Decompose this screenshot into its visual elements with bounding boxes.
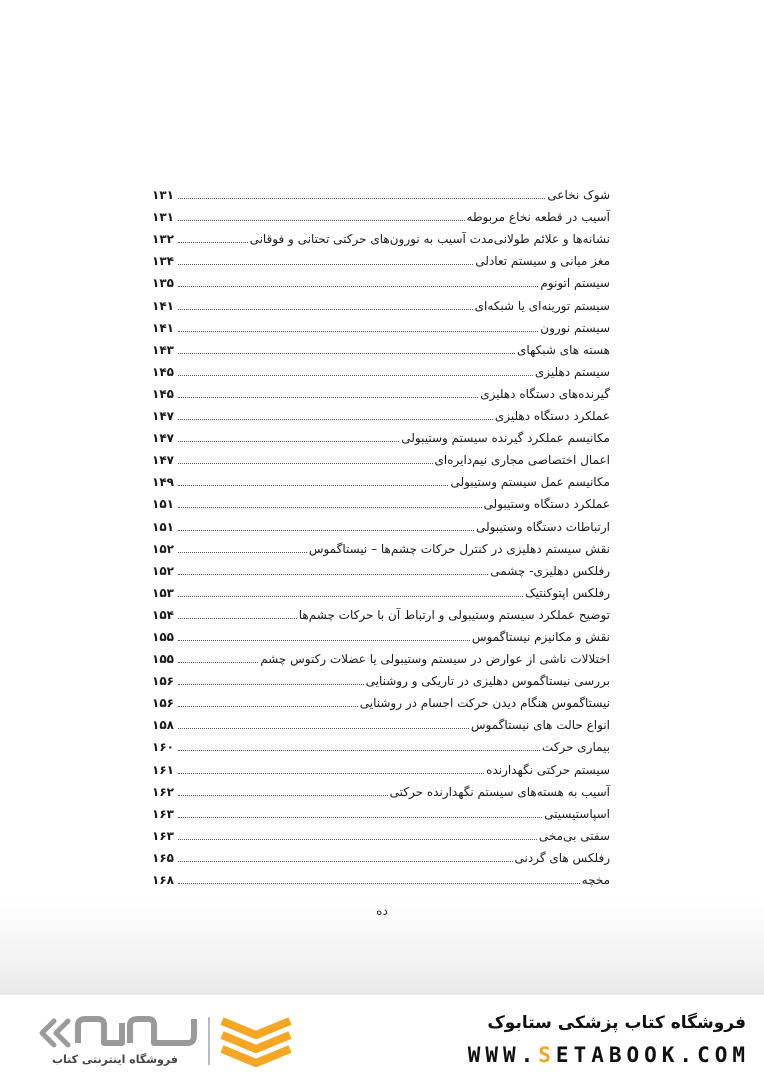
toc-entry-page: ۱۵۸	[152, 718, 174, 733]
toc-entry-title: عملکرد دستگاه وستیبولی	[483, 497, 610, 512]
table-of-contents	[152, 180, 610, 887]
toc-entry	[152, 688, 610, 710]
toc-entry	[152, 313, 610, 335]
toc-leader-dots	[178, 530, 474, 531]
toc-entry-page: ۱۵۶	[152, 696, 174, 711]
toc-leader-dots	[178, 596, 523, 597]
toc-entry-page: ۱۵۵	[152, 652, 174, 667]
toc-entry-page: ۱۵۶	[152, 674, 174, 689]
toc-entry	[152, 180, 610, 202]
toc-entry	[152, 710, 610, 732]
toc-entry-page: ۱۳۲	[152, 232, 174, 247]
toc-leader-dots	[178, 441, 399, 442]
toc-entry	[152, 401, 610, 423]
toc-entry-title: مغز میانی و سیستم تعادلی	[475, 254, 610, 269]
toc-entry	[152, 556, 610, 578]
toc-entry	[152, 777, 610, 799]
toc-entry	[152, 357, 610, 379]
divider	[208, 1017, 210, 1065]
toc-entry	[152, 268, 610, 290]
toc-entry	[152, 534, 610, 556]
toc-leader-dots	[178, 817, 542, 818]
toc-entry	[152, 246, 610, 268]
toc-entry-title: نشانه‌ها و علائم طولانی‌مدت آسیب به نورون‌های حرکتی تحتانی و فوقانی	[249, 232, 610, 247]
toc-entry-title: سیستم نورون	[540, 320, 610, 335]
toc-leader-dots	[178, 309, 473, 310]
toc-entry-page: ۱۴۱	[152, 298, 174, 313]
toc-entry	[152, 799, 610, 821]
toc-leader-dots	[178, 264, 473, 265]
toc-leader-dots	[178, 883, 580, 884]
toc-entry-page: ۱۴۷	[152, 431, 174, 446]
toc-leader-dots	[178, 640, 470, 641]
toc-entry-title: نیستاگموس هنگام دیدن حرکت اجسام در روشنایی	[359, 696, 610, 711]
toc-entry-page: ۱۵۲	[152, 541, 174, 556]
toc-entry-title: گیرنده‌های دستگاه دهلیزی	[480, 386, 610, 401]
toc-entry-title: سیستم حرکتی نگهدارنده	[486, 762, 610, 777]
toc-leader-dots	[178, 728, 469, 729]
book-logo-icon	[218, 1013, 294, 1069]
toc-leader-dots	[178, 419, 493, 420]
toc-entry	[152, 511, 610, 533]
toc-leader-dots	[178, 662, 258, 663]
logo-subtitle: فروشگاه اینترنتی کتاب	[52, 1053, 178, 1066]
setabook-logo-icon	[38, 1013, 198, 1053]
url-prefix: WWW.	[467, 1043, 539, 1067]
toc-entry-title: نقش و مکانیزم نیستاگموس	[471, 629, 610, 644]
toc-leader-dots	[178, 773, 484, 774]
toc-entry-page: ۱۵۵	[152, 629, 174, 644]
toc-entry-title: سفتی بی‌مخی	[538, 828, 610, 843]
toc-entry-page: ۱۴۱	[152, 320, 174, 335]
toc-entry	[152, 335, 610, 357]
toc-entry-title: آسیب به هسته‌های سیستم نگهدارنده حرکتی	[389, 784, 610, 799]
toc-entry-page: ۱۳۴	[152, 254, 174, 269]
toc-entry-page: ۱۶۰	[152, 740, 174, 755]
toc-entry-title: سیستم اتونوم	[540, 276, 610, 291]
toc-leader-dots	[178, 463, 433, 464]
toc-entry	[152, 445, 610, 467]
store-url[interactable]	[468, 1043, 750, 1067]
toc-entry-page: ۱۴۷	[152, 453, 174, 468]
toc-entry-page: ۱۵۱	[152, 497, 174, 512]
toc-entry	[152, 202, 610, 224]
toc-entry-page: ۱۴۹	[152, 475, 174, 490]
toc-entry-title: نقش سیستم دهلیزی در کنترل حرکات چشم‌ها – نیستاگموس	[308, 541, 610, 556]
store-banner	[0, 995, 764, 1080]
toc-entry-title: رفلکس اپتوکنتیک	[524, 585, 610, 600]
toc-entry-title: انواع حالت های نیستاگموس	[470, 718, 610, 733]
toc-entry-title: بررسی نیستاگموس دهلیزی در تاریکی و روشنایی	[365, 674, 610, 689]
toc-entry	[152, 489, 610, 511]
toc-entry	[152, 379, 610, 401]
toc-entry-title: ارتباطات دستگاه وستیبولی	[475, 519, 610, 534]
toc-entry-title: مکانیسم عمل سیستم وستیبولی	[450, 475, 610, 490]
toc-entry-page: ۱۶۳	[152, 806, 174, 821]
toc-entry-page: ۱۶۵	[152, 850, 174, 865]
toc-entry	[152, 865, 610, 887]
toc-entry-page: ۱۶۳	[152, 828, 174, 843]
toc-entry-page: ۱۴۳	[152, 342, 174, 357]
toc-entry	[152, 666, 610, 688]
toc-entry	[152, 423, 610, 445]
toc-entry-page: ۱۳۵	[152, 276, 174, 291]
toc-entry-title: رفلکس های گردنی	[514, 850, 610, 865]
toc-entry-title: سیستم دهلیزی	[534, 364, 610, 379]
toc-entry-title: شوک نخاعی	[547, 188, 610, 203]
toc-entry-title: توضیح عملکرد سیستم وستیبولی و ارتباط آن با حرکات چشم‌ها	[298, 607, 610, 622]
toc-leader-dots	[178, 397, 478, 398]
toc-entry	[152, 843, 610, 865]
toc-entry	[152, 754, 610, 776]
toc-leader-dots	[178, 839, 537, 840]
toc-leader-dots	[178, 220, 465, 221]
toc-leader-dots	[178, 331, 538, 332]
toc-entry	[152, 644, 610, 666]
toc-leader-dots	[178, 861, 513, 862]
toc-entry-title: رفلکس دهلیزی- چشمی	[490, 563, 610, 578]
toc-leader-dots	[178, 242, 248, 243]
toc-entry-page: ۱۵۲	[152, 563, 174, 578]
page-number: ده	[376, 904, 388, 918]
toc-entry	[152, 224, 610, 246]
toc-leader-dots	[178, 750, 540, 751]
toc-entry-page: ۱۶۸	[152, 873, 174, 887]
toc-leader-dots	[178, 574, 488, 575]
toc-leader-dots	[178, 684, 364, 685]
toc-leader-dots	[178, 353, 515, 354]
toc-leader-dots	[178, 198, 545, 199]
store-name: فروشگاه کتاب پزشکی ستابوک	[487, 1013, 746, 1033]
toc-leader-dots	[178, 795, 388, 796]
toc-entry-title: سیستم تورینه‌ای یا شبکه‌ای	[474, 298, 610, 313]
toc-leader-dots	[178, 286, 538, 287]
toc-entry-page: ۱۴۵	[152, 386, 174, 401]
toc-entry	[152, 600, 610, 622]
toc-leader-dots	[178, 618, 297, 619]
toc-entry-page: ۱۳۱	[152, 188, 174, 203]
toc-entry-page: ۱۴۷	[152, 409, 174, 424]
toc-entry-title: اختلالات ناشی از عوارض در سیستم وستیبولی یا عضلات رکتوس چشم	[260, 652, 610, 667]
toc-entry-title: مخچه	[581, 873, 610, 887]
toc-leader-dots	[178, 552, 307, 553]
toc-entry	[152, 821, 610, 843]
toc-entry	[152, 622, 610, 644]
toc-entry	[152, 578, 610, 600]
url-suffix: ETABOOK.COM	[555, 1043, 750, 1067]
toc-leader-dots	[178, 485, 448, 486]
toc-entry	[152, 290, 610, 312]
toc-entry-title: اسپاستیسیتی	[544, 806, 610, 821]
toc-leader-dots	[178, 507, 482, 508]
toc-entry-page: ۱۶۱	[152, 762, 174, 777]
toc-entry	[152, 732, 610, 754]
toc-entry-title: آسیب در قطعه نخاع مربوطه	[466, 210, 610, 225]
toc-entry	[152, 467, 610, 489]
toc-entry-title: اعمال اختصاصی مجاری نیم‌دایره‌ای	[434, 453, 610, 468]
toc-entry-page: ۱۵۳	[152, 585, 174, 600]
toc-entry-page: ۱۶۲	[152, 784, 174, 799]
toc-entry-title: هسته های شبکهای	[517, 342, 610, 357]
toc-entry-title: بیماری حرکت	[541, 740, 610, 755]
toc-entry-page: ۱۵۴	[152, 607, 174, 622]
toc-leader-dots	[178, 375, 533, 376]
toc-entry-page: ۱۵۱	[152, 519, 174, 534]
url-highlight: S	[538, 1043, 556, 1067]
toc-leader-dots	[178, 706, 358, 707]
toc-entry-page: ۱۴۵	[152, 364, 174, 379]
toc-entry-title: عملکرد دستگاه دهلیزی	[494, 409, 610, 424]
toc-entry-page: ۱۳۱	[152, 210, 174, 225]
toc-entry-title: مکانیسم عملکرد گیرنده سیستم وستیبولی	[401, 431, 610, 446]
